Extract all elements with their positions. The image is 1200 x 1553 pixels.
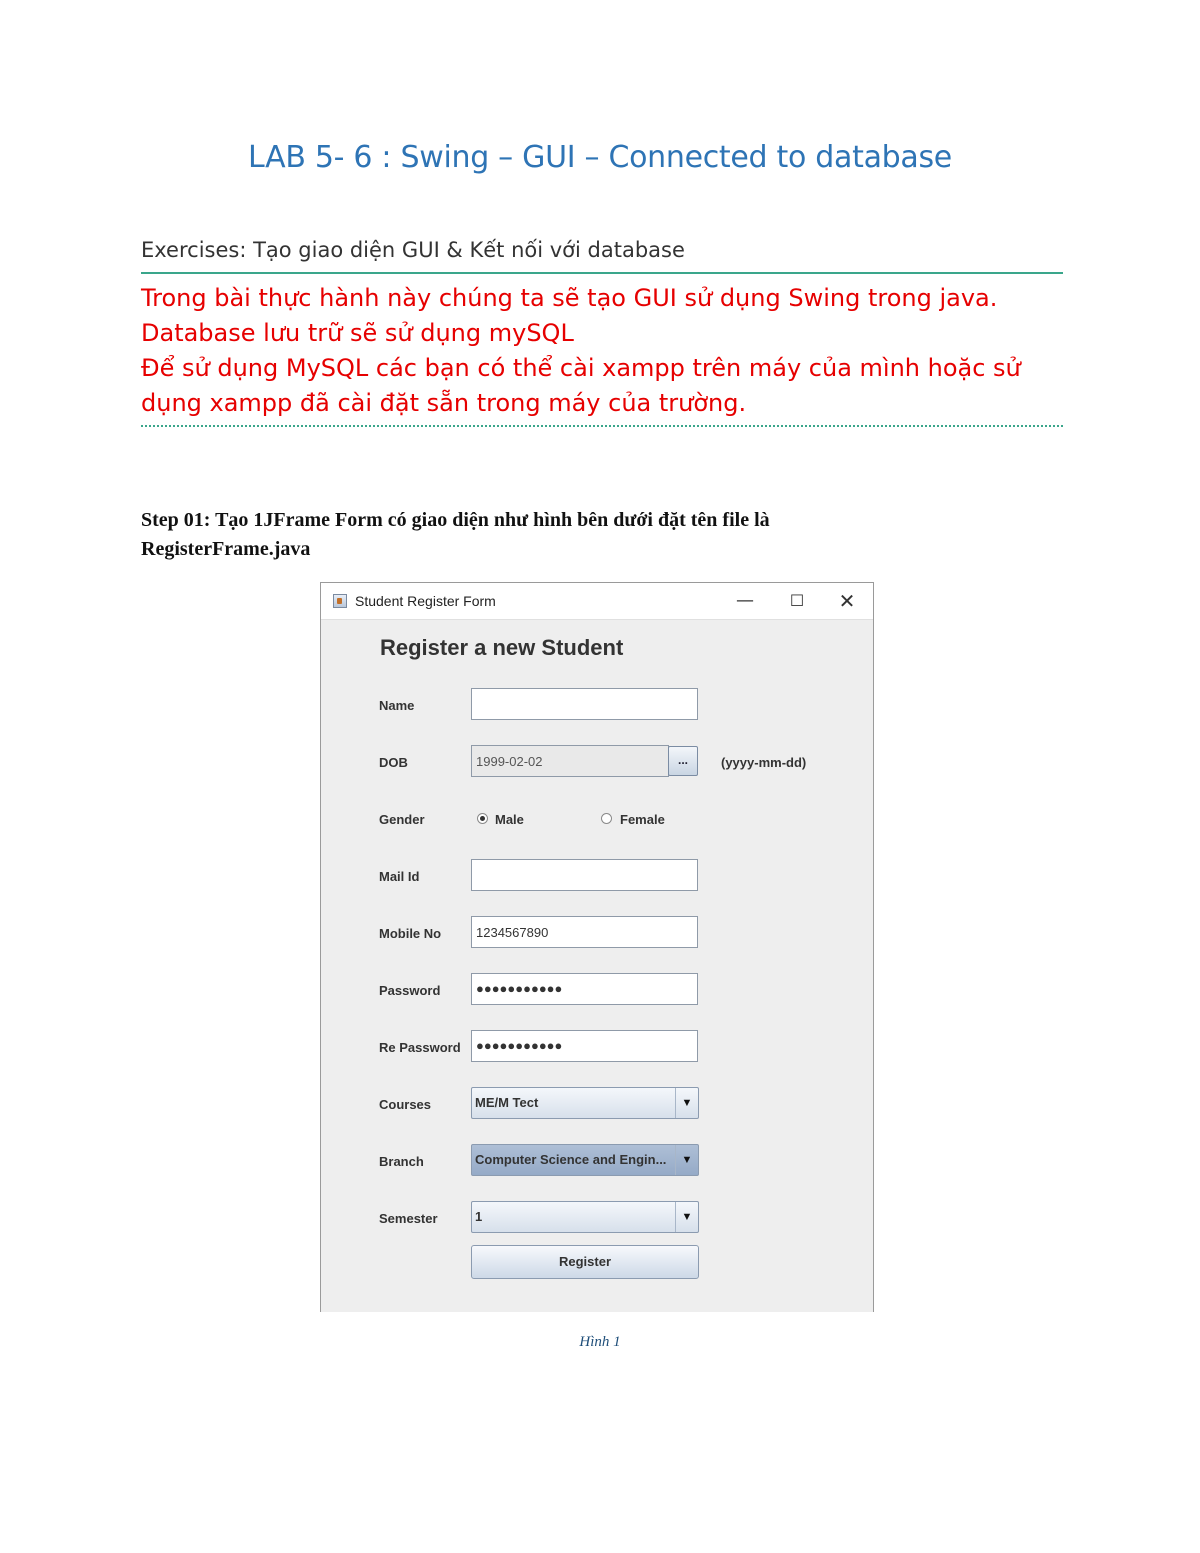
- dob-format-hint: (yyyy-mm-dd): [721, 755, 807, 770]
- maximize-button[interactable]: ☐: [789, 591, 805, 610]
- semester-selected: 1: [475, 1209, 483, 1224]
- intro-line: Database lưu trữ sẽ sử dụng mySQL: [141, 319, 574, 347]
- close-button[interactable]: ✕: [838, 589, 856, 613]
- chevron-down-icon[interactable]: ▼: [675, 1145, 698, 1175]
- dob-label: DOB: [379, 755, 408, 770]
- intro-line: Trong bài thực hành này chúng ta sẽ tạo GUI sử dụng Swing trong java.: [141, 284, 998, 312]
- semester-combo[interactable]: [471, 1201, 699, 1233]
- repassword-label: Re Password: [379, 1040, 461, 1055]
- male-radio[interactable]: [477, 813, 488, 824]
- courses-combo[interactable]: [471, 1087, 699, 1119]
- dob-input[interactable]: [471, 745, 669, 777]
- male-label[interactable]: Male: [495, 812, 524, 827]
- chevron-down-icon[interactable]: ▼: [675, 1202, 698, 1232]
- register-window: [320, 582, 874, 1312]
- form-heading: Register a new Student: [380, 635, 624, 660]
- branch-selected: Computer Science and Engin...: [475, 1152, 667, 1167]
- courses-selected: ME/M Tect: [475, 1095, 539, 1110]
- intro-line: Để sử dụng MySQL các bạn có thể cài xampp trên máy của mình hoặc sử dụng xampp đã cài đặt sẵn trong máy của trường.: [141, 354, 1021, 417]
- gender-label: Gender: [379, 812, 425, 827]
- figure-caption: Hình 1: [579, 1334, 621, 1350]
- page-title: LAB 5- 6 : Swing – GUI – Connected to database: [248, 140, 952, 175]
- courses-label: Courses: [379, 1097, 432, 1112]
- chevron-down-icon[interactable]: ▼: [675, 1088, 698, 1118]
- minimize-button[interactable]: —: [736, 590, 754, 611]
- mobile-input[interactable]: [471, 916, 698, 948]
- branch-label: Branch: [379, 1154, 424, 1169]
- branch-combo[interactable]: [471, 1144, 699, 1176]
- female-label[interactable]: Female: [620, 812, 665, 827]
- password-label: Password: [379, 983, 441, 998]
- step-01-text: [141, 506, 1061, 564]
- mobile-label: Mobile No: [379, 926, 442, 941]
- mail-input[interactable]: [471, 859, 698, 891]
- repassword-input[interactable]: ●●●●●●●●●●●: [471, 1030, 698, 1062]
- java-app-icon: [333, 594, 347, 608]
- window-title: Student Register Form: [355, 593, 496, 609]
- exercise-heading: Exercises: Tạo giao diện GUI & Kết nối với database: [141, 238, 1063, 274]
- window-titlebar[interactable]: [321, 583, 873, 620]
- step-line: Step 01: Tạo 1JFrame Form có giao diện như hình bên dưới đặt tên file là: [141, 509, 770, 531]
- step-line: RegisterFrame.java: [141, 538, 311, 560]
- dob-picker-button[interactable]: ...: [668, 746, 698, 776]
- name-input[interactable]: [471, 688, 698, 720]
- register-button[interactable]: Register: [471, 1245, 699, 1279]
- password-input[interactable]: ●●●●●●●●●●●: [471, 973, 698, 1005]
- mail-label: Mail Id: [379, 869, 420, 884]
- name-label: Name: [379, 698, 415, 713]
- female-radio[interactable]: [601, 813, 612, 824]
- semester-label: Semester: [379, 1211, 438, 1226]
- intro-text: [141, 281, 1063, 427]
